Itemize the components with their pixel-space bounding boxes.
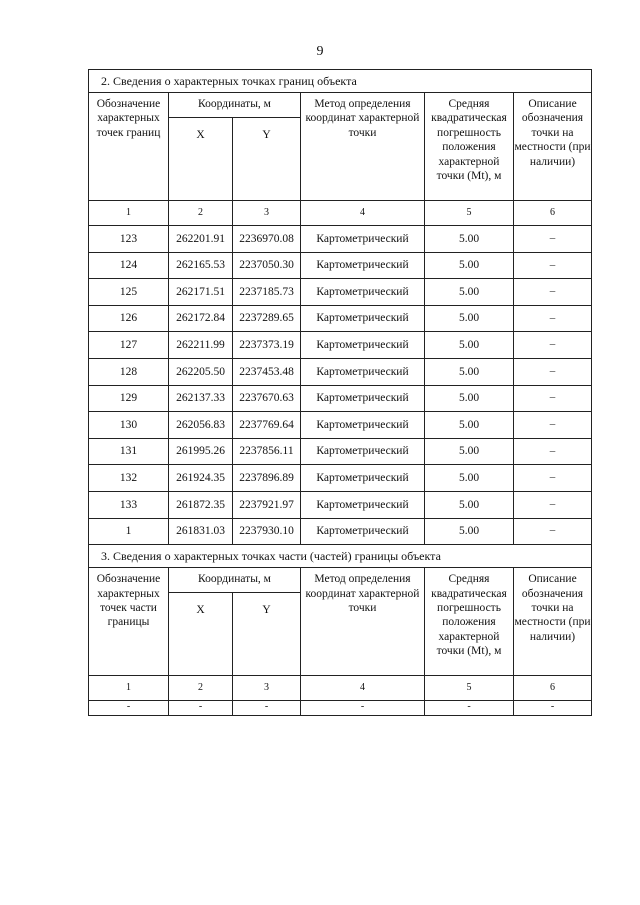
column-number: 4	[301, 676, 425, 701]
column-number: 1	[89, 201, 169, 226]
cell-point: -	[89, 701, 169, 716]
cell-y: 2237289.65	[233, 305, 301, 332]
cell-method: Картометрический	[301, 305, 425, 332]
cell-accuracy: -	[425, 701, 514, 716]
cell-accuracy: 5.00	[425, 252, 514, 279]
table-row	[89, 491, 592, 518]
section-3-header-row	[89, 568, 592, 593]
section-3-column-numbers	[89, 676, 592, 701]
cell-method: Картометрический	[301, 252, 425, 279]
cell-point: 1	[89, 518, 169, 545]
header-accuracy: Средняя квадратическая погрешность положения характерной точки (Mt), м	[425, 568, 514, 676]
cell-description: –	[514, 518, 592, 545]
header-x: X	[169, 593, 233, 676]
column-number: 5	[425, 676, 514, 701]
cell-accuracy: 5.00	[425, 412, 514, 439]
cell-x: 261872.35	[169, 491, 233, 518]
cell-accuracy: 5.00	[425, 226, 514, 253]
column-number: 3	[233, 201, 301, 226]
table-row	[89, 438, 592, 465]
header-method: Метод определения координат характерной точки	[301, 93, 425, 201]
header-description: Описание обозначения точки на местности (при наличии)	[514, 93, 592, 201]
table-row	[89, 358, 592, 385]
cell-description: –	[514, 252, 592, 279]
cell-method: Картометрический	[301, 332, 425, 359]
header-y: Y	[233, 118, 301, 201]
cell-x: 261995.26	[169, 438, 233, 465]
boundary-points-table	[88, 69, 592, 716]
column-number: 6	[514, 676, 592, 701]
column-number: 5	[425, 201, 514, 226]
cell-x: 262171.51	[169, 279, 233, 306]
header-coords: Координаты, м	[169, 93, 301, 118]
cell-description: –	[514, 385, 592, 412]
table-row	[89, 279, 592, 306]
header-y: Y	[233, 593, 301, 676]
cell-x: 262056.83	[169, 412, 233, 439]
cell-x: -	[169, 701, 233, 716]
cell-method: Картометрический	[301, 279, 425, 306]
section-2-column-numbers	[89, 201, 592, 226]
cell-point: 130	[89, 412, 169, 439]
cell-x: 261924.35	[169, 465, 233, 492]
cell-method: Картометрический	[301, 412, 425, 439]
cell-method: Картометрический	[301, 518, 425, 545]
table-row	[89, 518, 592, 545]
cell-point: 124	[89, 252, 169, 279]
page-number: 9	[316, 44, 324, 59]
section-3-empty-row	[89, 701, 592, 716]
cell-description: –	[514, 412, 592, 439]
column-number: 3	[233, 676, 301, 701]
cell-y: 2237670.63	[233, 385, 301, 412]
cell-point: 133	[89, 491, 169, 518]
cell-description: –	[514, 358, 592, 385]
cell-x: 262205.50	[169, 358, 233, 385]
cell-description: –	[514, 438, 592, 465]
header-accuracy: Средняя квадратическая погрешность положения характерной точки (Mt), м	[425, 93, 514, 201]
header-coords: Координаты, м	[169, 568, 301, 593]
section-2-header-row	[89, 93, 592, 118]
cell-y: 2237921.97	[233, 491, 301, 518]
header-x: X	[169, 118, 233, 201]
table-row	[89, 412, 592, 439]
table-row	[89, 465, 592, 492]
cell-description: –	[514, 465, 592, 492]
cell-point: 125	[89, 279, 169, 306]
cell-method: -	[301, 701, 425, 716]
column-number: 4	[301, 201, 425, 226]
cell-method: Картометрический	[301, 226, 425, 253]
cell-description: –	[514, 305, 592, 332]
cell-point: 123	[89, 226, 169, 253]
cell-accuracy: 5.00	[425, 332, 514, 359]
table-row	[89, 226, 592, 253]
cell-point: 129	[89, 385, 169, 412]
cell-y: 2237453.48	[233, 358, 301, 385]
cell-accuracy: 5.00	[425, 518, 514, 545]
cell-accuracy: 5.00	[425, 385, 514, 412]
section-2-title: 2. Сведения о характерных точках границ объекта	[89, 70, 592, 93]
cell-x: 262165.53	[169, 252, 233, 279]
section-3-title-row	[89, 545, 592, 568]
cell-point: 132	[89, 465, 169, 492]
cell-accuracy: 5.00	[425, 358, 514, 385]
cell-description: -	[514, 701, 592, 716]
cell-point: 131	[89, 438, 169, 465]
cell-y: 2237373.19	[233, 332, 301, 359]
cell-y: 2237769.64	[233, 412, 301, 439]
cell-accuracy: 5.00	[425, 279, 514, 306]
column-number: 2	[169, 676, 233, 701]
header-point: Обозначение характерных точек границ	[89, 93, 169, 201]
cell-description: –	[514, 332, 592, 359]
cell-accuracy: 5.00	[425, 491, 514, 518]
header-point: Обозначение характерных точек части границы	[89, 568, 169, 676]
section-2-rows	[89, 226, 592, 545]
cell-point: 128	[89, 358, 169, 385]
cell-description: –	[514, 279, 592, 306]
cell-x: 262137.33	[169, 385, 233, 412]
column-number: 6	[514, 201, 592, 226]
header-method: Метод определения координат характерной точки	[301, 568, 425, 676]
cell-accuracy: 5.00	[425, 465, 514, 492]
cell-point: 127	[89, 332, 169, 359]
table-row	[89, 252, 592, 279]
cell-method: Картометрический	[301, 465, 425, 492]
column-number: 1	[89, 676, 169, 701]
cell-accuracy: 5.00	[425, 305, 514, 332]
table-row	[89, 332, 592, 359]
cell-method: Картометрический	[301, 385, 425, 412]
cell-method: Картометрический	[301, 358, 425, 385]
cell-point: 126	[89, 305, 169, 332]
cell-x: 262201.91	[169, 226, 233, 253]
section-3-title: 3. Сведения о характерных точках части (частей) границы объекта	[89, 545, 592, 568]
table-row	[89, 305, 592, 332]
cell-x: 262211.99	[169, 332, 233, 359]
cell-y: 2237896.89	[233, 465, 301, 492]
cell-y: 2237930.10	[233, 518, 301, 545]
cell-y: 2237856.11	[233, 438, 301, 465]
cell-x: 261831.03	[169, 518, 233, 545]
cell-method: Картометрический	[301, 438, 425, 465]
cell-y: -	[233, 701, 301, 716]
cell-accuracy: 5.00	[425, 438, 514, 465]
cell-y: 2237050.30	[233, 252, 301, 279]
cell-description: –	[514, 226, 592, 253]
section-2-title-row	[89, 70, 592, 93]
table-row	[89, 385, 592, 412]
cell-x: 262172.84	[169, 305, 233, 332]
cell-y: 2237185.73	[233, 279, 301, 306]
cell-description: –	[514, 491, 592, 518]
column-number: 2	[169, 201, 233, 226]
header-description: Описание обозначения точки на местности (при наличии)	[514, 568, 592, 676]
cell-method: Картометрический	[301, 491, 425, 518]
cell-y: 2236970.08	[233, 226, 301, 253]
